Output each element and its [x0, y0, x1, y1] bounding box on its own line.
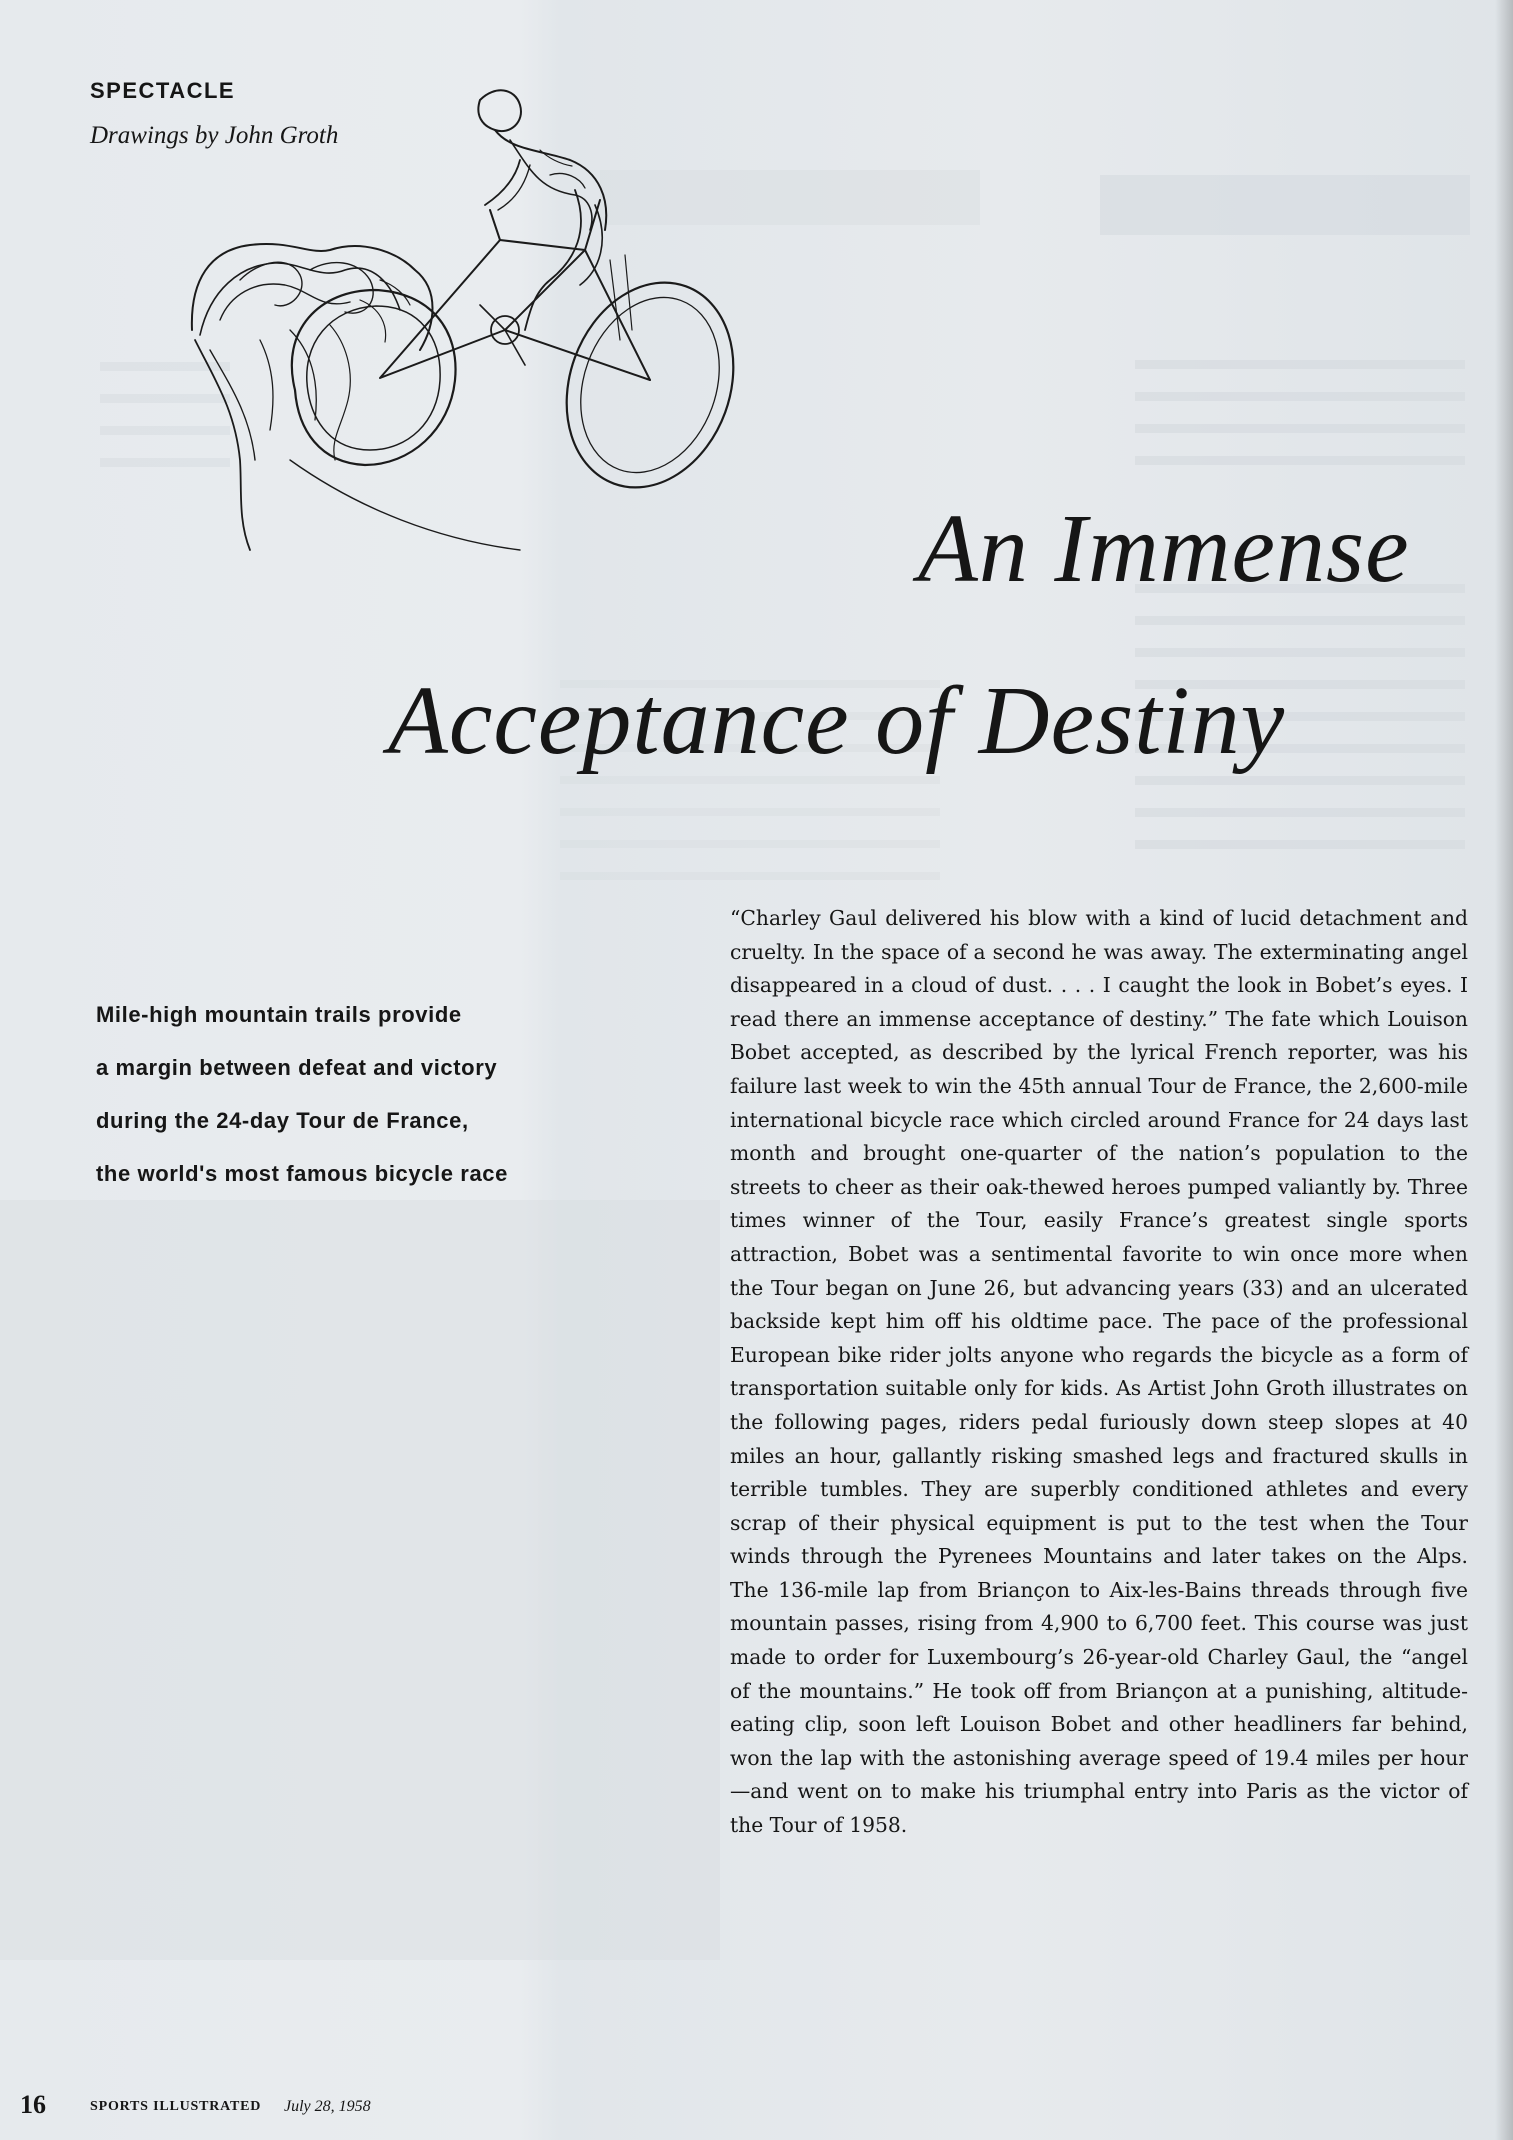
publication-name: SPORTS ILLUSTRATED — [90, 2099, 262, 2114]
subheadline-line: a margin between defeat and victory — [96, 1055, 498, 1080]
article-body: “Charley Gaul delivered his blow with a kind of lucid detachment and cruelty. In the space of a second he was away. The exterminating angel disappeared in a cloud of dust. . . . I caught the look in Bobet’s eyes. I read there an immense acceptance of destiny.” The fate which Louison Bobet accepted, as described by the lyrical French reporter, was his failure last week to win the 45th annual Tour de France, the 2,600-mile international bicycle race which circled around France for 24 days last month and brought one-quarter of the nation’s population to the streets to cheer as their oak-thewed heroes pumped valiantly by. Three times winner of the Tour, easily France’s greatest single sports attraction, Bobet was a sentimental favorite to win once more when the Tour began on June 26, but advancing years (33) and an ulcerated backside kept him off his oldtime pace. The pace of the professional European bike rider jolts anyone who regards the bicycle as a form of transportation suitable only for kids. As Artist John Groth illustrates on the following pages, riders pedal furiously down steep slopes at 40 miles an hour, gallantly risking smashed legs and fractured skulls in terrible tumbles. They are superbly conditioned athletes and every scrap of their physical equipment is put to the test when the Tour winds through the Pyrenees Mountains and later takes on the Alps. The 136-mile lap from Briançon to Aix-les-Bains threads through five mountain passes, rising from 4,900 to 6,700 feet. This course was just made to order for Luxembourg’s 26-year-old Charley Gaul, the “angel of the mountains.” He took off from Briançon at a punishing, altitude-eating clip, soon left Louison Bobet and other headliners far behind, won the lap with the astonishing average speed of 19.4 miles per hour—and went on to make his triumphal entry into Paris as the victor of the Tour of 1958. — [730, 906, 1468, 1838]
section-label: SPECTACLE — [90, 78, 236, 103]
subheadline-line: Mile-high mountain trails provide — [96, 1002, 462, 1027]
illustration-credit: Drawings by John Groth — [90, 122, 339, 149]
subheadline — [96, 1000, 656, 1212]
page-edge-shadow — [1495, 0, 1513, 2140]
cyclist-sketch-illustration — [180, 80, 940, 640]
headline-line-2: Acceptance of Destiny — [388, 667, 1286, 775]
headline-line-1: An Immense — [918, 495, 1410, 603]
issue-date: July 28, 1958 — [284, 2098, 371, 2115]
page-number: 16 — [20, 2090, 46, 2119]
subheadline-line: during the 24-day Tour de France, — [96, 1108, 469, 1133]
subheadline-line: the world's most famous bicycle race — [96, 1161, 508, 1186]
